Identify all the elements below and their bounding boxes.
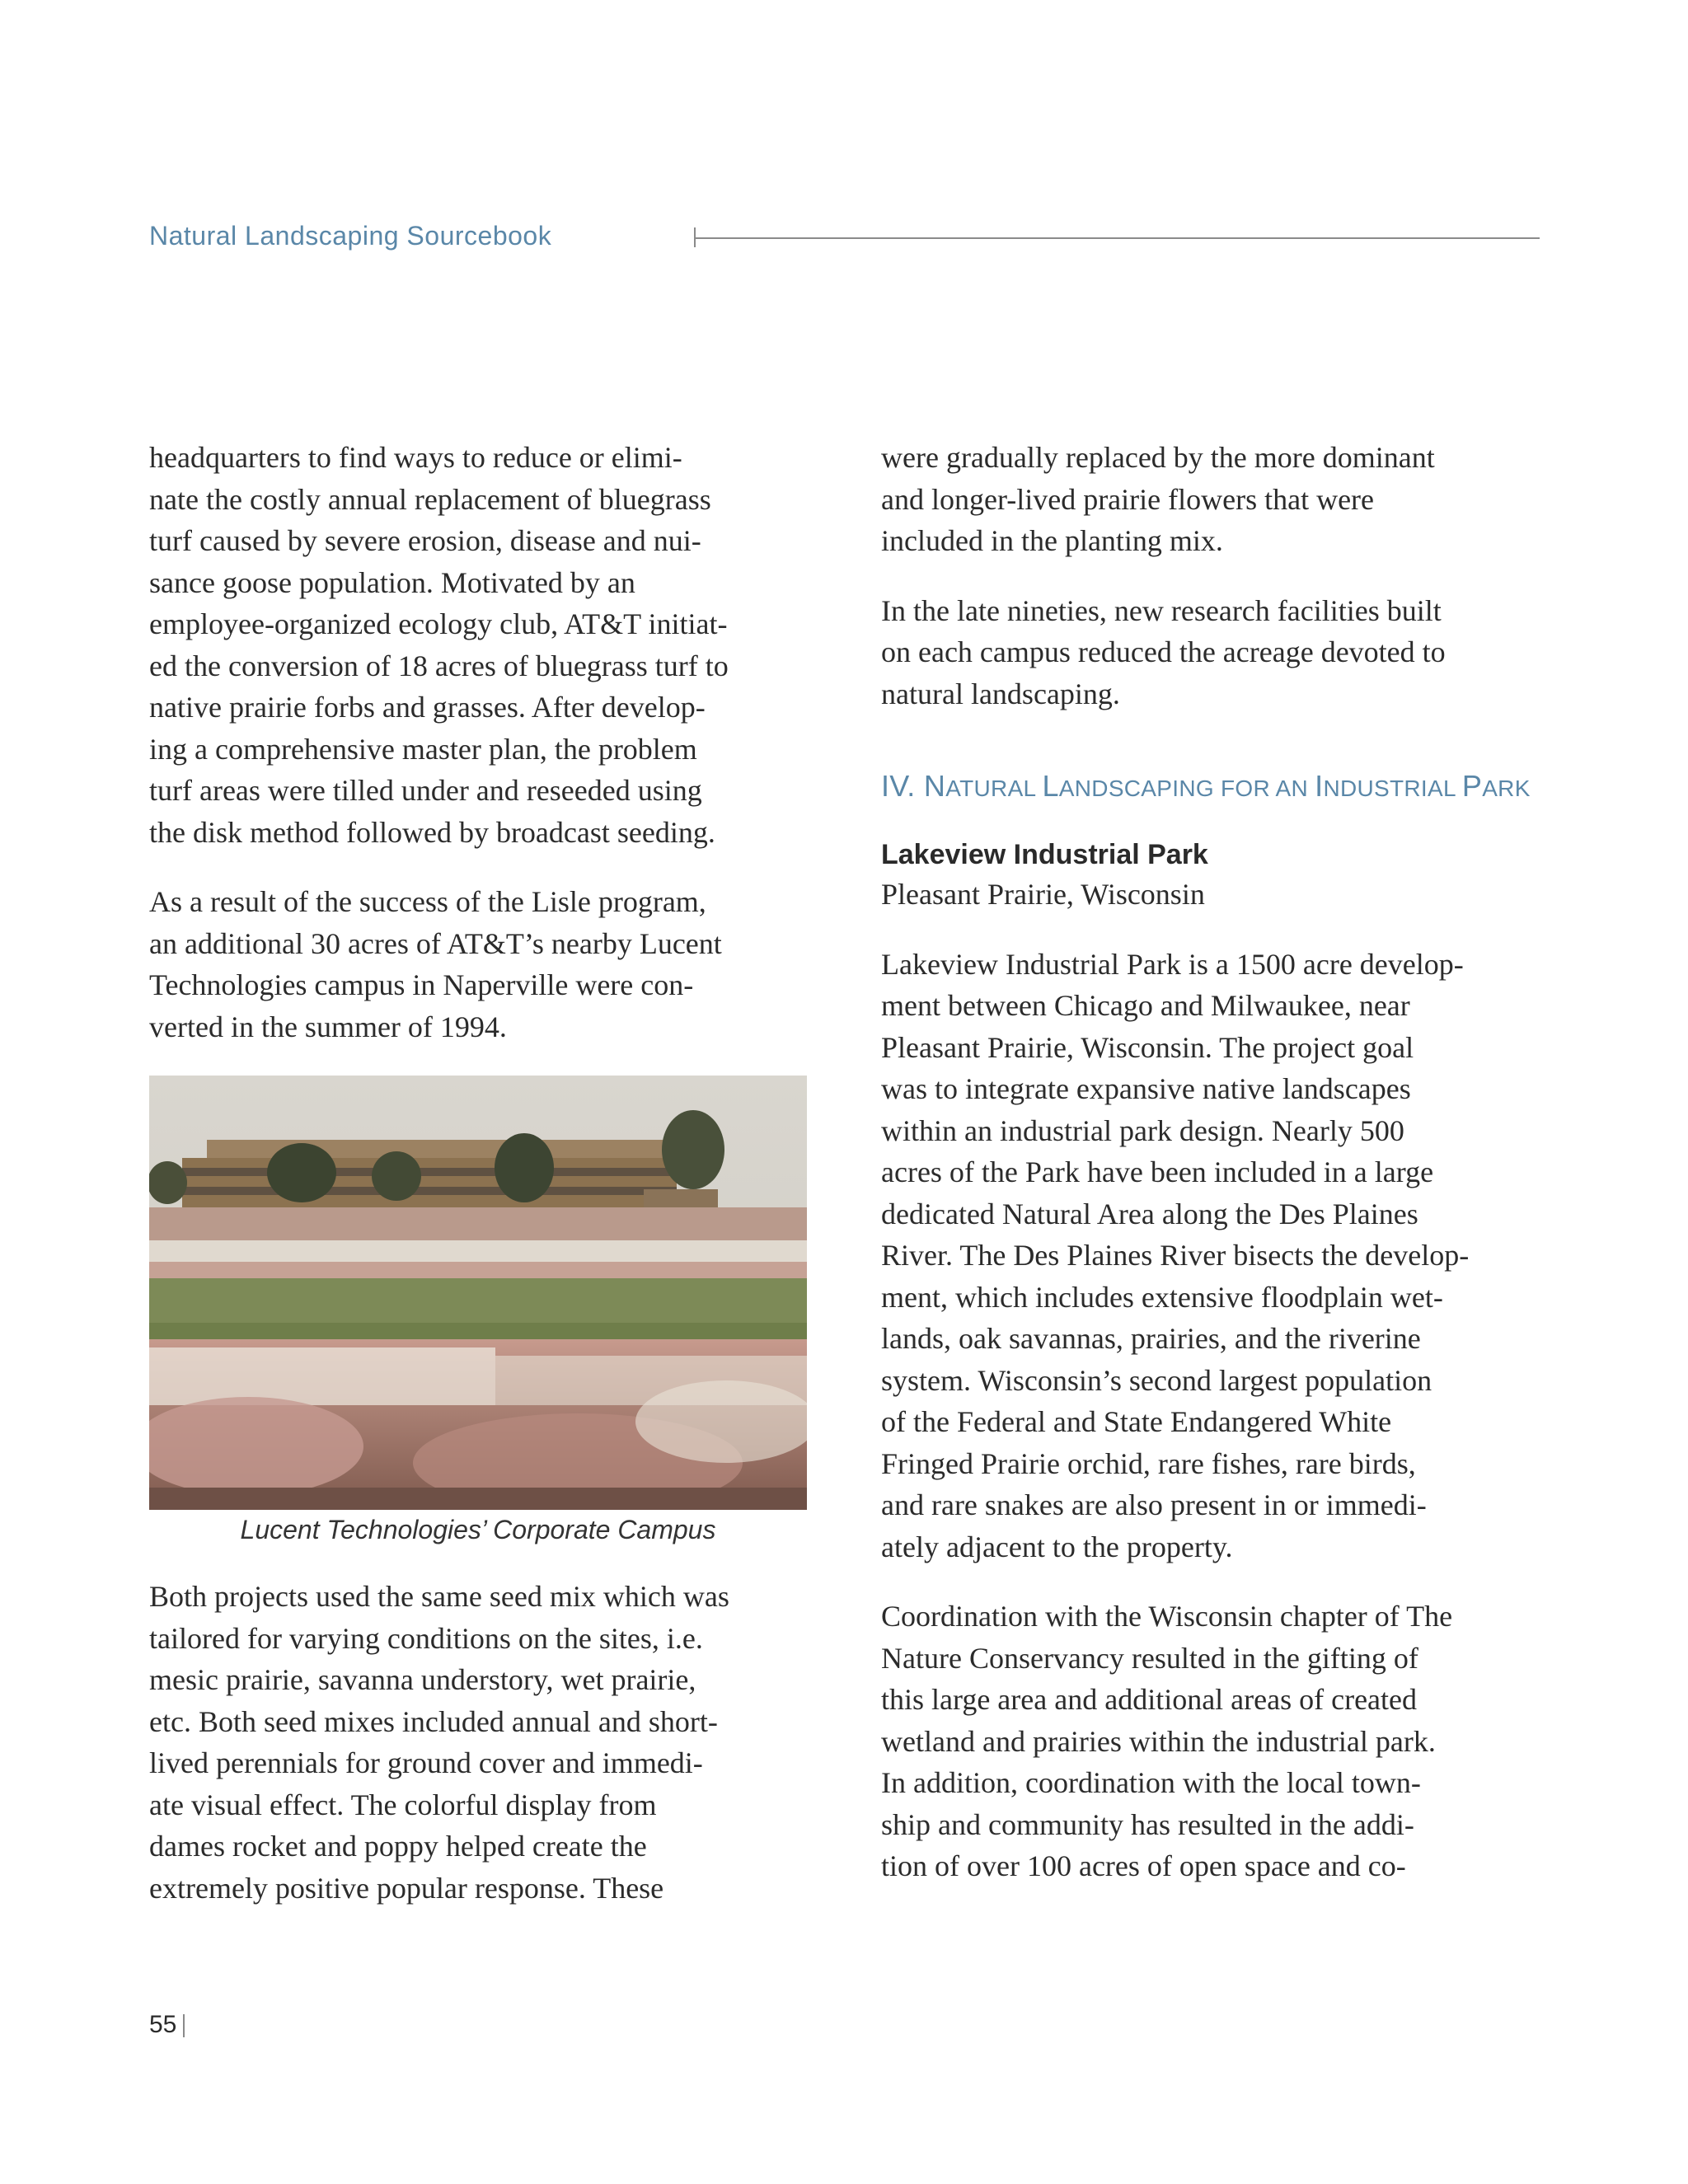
right-paragraph-3: Lakeview Industrial Park is a 1500 acre develop- ment between Chicago and Milwaukee, near Pleasant Prairie, Wisconsin. The project goal was to integrate expansive native landscapes within an industrial park design. Nearly 500 acres of the Park have been included in a large dedicated Natural Area along the Des Plaines River. The Des Plaines River bisects the develop- ment, which includes extensive floodplain wet- lands, oak savannas, prairies, and the riverine system. Wisconsin’s second largest population of the Federal and State Endangered White Fringed Prairie orchid, rare fishes, rare birds, and rare snakes are also present in or immedi- ately adjacent to the property. — [881, 947, 1470, 1563]
right-paragraph-2: In the late nineties, new research facilities built on each campus reduced the acreage devoted to natural landscaping. — [881, 593, 1446, 710]
park-location: Pleasant Prairie, Wisconsin — [881, 878, 1205, 911]
section-word-1-rest: ATURAL — [945, 776, 1043, 801]
right-column — [881, 437, 1540, 1915]
left-paragraph-3: Both projects used the same seed mix which was tailored for varying conditions on the sites, i.e. mesic prairie, savanna understory, wet prairie, etc. Both seed mixes included annual and short- lived perennials for ground cover and immedi- ate visual effect. The colorful display from dames rocket and poppy helped create the extremely positive popular response. These — [149, 1580, 729, 1905]
left-paragraph-1: headquarters to find ways to reduce or elimi- nate the costly annual replacement of bluegrass turf caused by severe erosion, disease and nui- sance goose population. Motivated by an employee-organized ecology club, AT&T initiat- ed the conversion of 18 acres of bluegrass turf to native prairie forbs and grasses. After develop- ing a comprehensive master plan, the problem turf areas were tilled under and reseeded using the disk method followed by broadcast seeding. — [149, 441, 729, 849]
section-word-4-cap: P — [1461, 769, 1483, 803]
section-word-3-cap: I — [1315, 769, 1324, 803]
right-paragraph-1: were gradually replaced by the more dominant and longer-lived prairie flowers that were included in the planting mix. — [881, 441, 1435, 557]
campus-figure — [149, 1076, 807, 1548]
figure-caption: Lucent Technologies’ Corporate Campus — [240, 1515, 716, 1544]
section-word-3-rest: NDUSTRIAL — [1323, 776, 1462, 801]
section-word-2-rest: ANDSCAPING FOR AN — [1058, 776, 1315, 801]
left-paragraph-2: As a result of the success of the Lisle program, an additional 30 acres of AT&T’s nearby Lucent Technologies campus in Naperville were con- verted in the summer of 1994. — [149, 885, 722, 1043]
header-rule — [694, 237, 1540, 239]
left-column — [149, 437, 809, 1937]
park-subheading: Lakeview Industrial Park — [881, 839, 1208, 870]
section-numeral: IV. — [881, 769, 924, 803]
section-word-1-cap: N — [923, 769, 946, 803]
campus-photo — [149, 1076, 807, 1510]
section-word-4-rest: ARK — [1482, 776, 1531, 801]
page-number: 55 — [149, 2011, 177, 2038]
running-header-title: Natural Landscaping Sourcebook — [149, 221, 552, 251]
section-word-2-cap: L — [1042, 769, 1059, 803]
section-heading — [881, 766, 1540, 809]
page-number-rule — [183, 2014, 185, 2037]
right-paragraph-4: Coordination with the Wisconsin chapter of The Nature Conservancy resulted in the gifting of this large area and additional areas of created wetland and prairies within the industrial park. In addition, coordination with the local town- ship and community has resulted in the addi- tion of over 100 acres of open space and co- — [881, 1600, 1453, 1882]
